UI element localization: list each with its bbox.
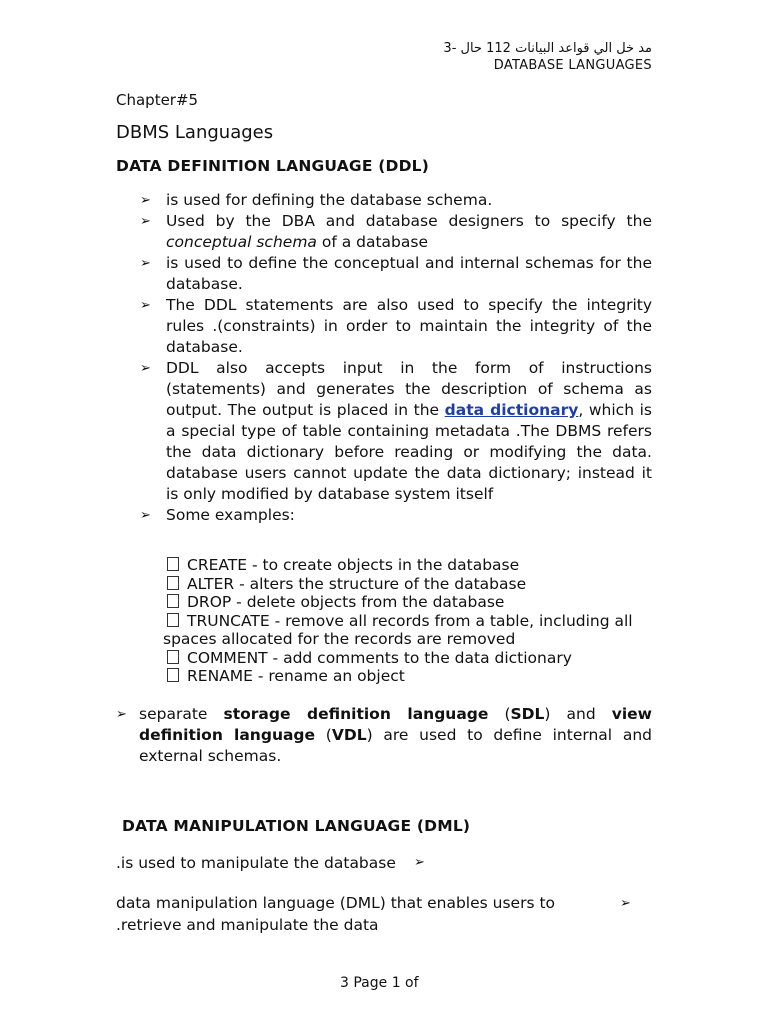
page-title: DBMS Languages bbox=[116, 122, 274, 143]
list-item: TRUNCATE - remove all records from a table, including all spaces allocated for the records are removed bbox=[163, 611, 633, 648]
dml-line-2: data manipulation language (DML) that enables users to .retrieve and manipulate the data ➢ bbox=[116, 894, 631, 934]
arrow-bullet-icon: ➢ bbox=[116, 707, 127, 722]
header-arabic-line: مد خل الي قواعد البيانات 112 حال -3 bbox=[443, 41, 652, 56]
list-item: ➢ Some examples: bbox=[140, 506, 295, 524]
checkbox-placeholder-icon bbox=[167, 594, 179, 608]
dml-heading: DATA MANIPULATION LANGUAGE (DML) bbox=[122, 817, 471, 835]
arrow-bullet-icon: ➢ bbox=[140, 214, 151, 229]
arrow-bullet-icon: ➢ bbox=[140, 508, 151, 523]
checkbox-placeholder-icon bbox=[167, 557, 179, 571]
list-item: ➢ is used for defining the database schema. bbox=[140, 191, 493, 209]
list-item: ➢ Used by the DBA and database designers to specify the conceptual schema of a database bbox=[140, 212, 652, 251]
ddl-examples-list bbox=[163, 556, 653, 686]
header-english-line: DATABASE LANGUAGES bbox=[493, 58, 652, 73]
page-header bbox=[443, 40, 652, 74]
arrow-bullet-icon: ➢ bbox=[140, 256, 151, 271]
list-item: DROP - delete objects from the database bbox=[163, 593, 653, 612]
italic-term: conceptual schema bbox=[166, 233, 317, 251]
list-item: ALTER - alters the structure of the database bbox=[163, 575, 653, 594]
chapter-label: Chapter#5 bbox=[116, 91, 199, 109]
list-item: ➢ DDL also accepts input in the form of instructions (statements) and generates the description of schema as output. The output is placed in the data dictionary, which is a special type of table containing metadata .The DBMS refers the data dictionary before reading or modifying the data. database users cannot update the data dictionary; instead it is only modified by database system itself bbox=[140, 359, 653, 503]
ddl-heading: DATA DEFINITION LANGUAGE (DDL) bbox=[116, 157, 430, 175]
list-item: ➢ is used to define the conceptual and internal schemas for the database. bbox=[140, 254, 652, 293]
checkbox-placeholder-icon bbox=[167, 613, 179, 627]
page-footer: 3 Page 1 of bbox=[340, 975, 419, 991]
arrow-bullet-icon: ➢ bbox=[140, 298, 151, 313]
list-item: RENAME - rename an object bbox=[163, 667, 653, 686]
dml-line-1: .is used to manipulate the database ➢ bbox=[116, 854, 425, 872]
list-item: ➢ The DDL statements are also used to specify the integrity rules .(constraints) in order to maintain the integrity of the database. bbox=[140, 296, 652, 356]
data-dictionary-link[interactable]: data dictionary bbox=[444, 401, 579, 419]
ddl-bullet-list bbox=[140, 190, 652, 526]
checkbox-placeholder-icon bbox=[167, 576, 179, 590]
sdl-vdl-paragraph: ➢ separate storage definition language (SDL) and view definition language (VDL) are used to define internal and external schemas. bbox=[116, 705, 652, 765]
checkbox-placeholder-icon bbox=[167, 668, 179, 682]
list-item: COMMENT - add comments to the data dictionary bbox=[163, 649, 653, 668]
arrow-bullet-icon: ➢ bbox=[140, 193, 151, 208]
arrow-bullet-icon: ➢ bbox=[414, 855, 425, 870]
list-item: CREATE - to create objects in the database bbox=[163, 556, 653, 575]
arrow-bullet-icon: ➢ bbox=[620, 896, 631, 911]
arrow-bullet-icon: ➢ bbox=[140, 361, 151, 376]
checkbox-placeholder-icon bbox=[167, 650, 179, 664]
